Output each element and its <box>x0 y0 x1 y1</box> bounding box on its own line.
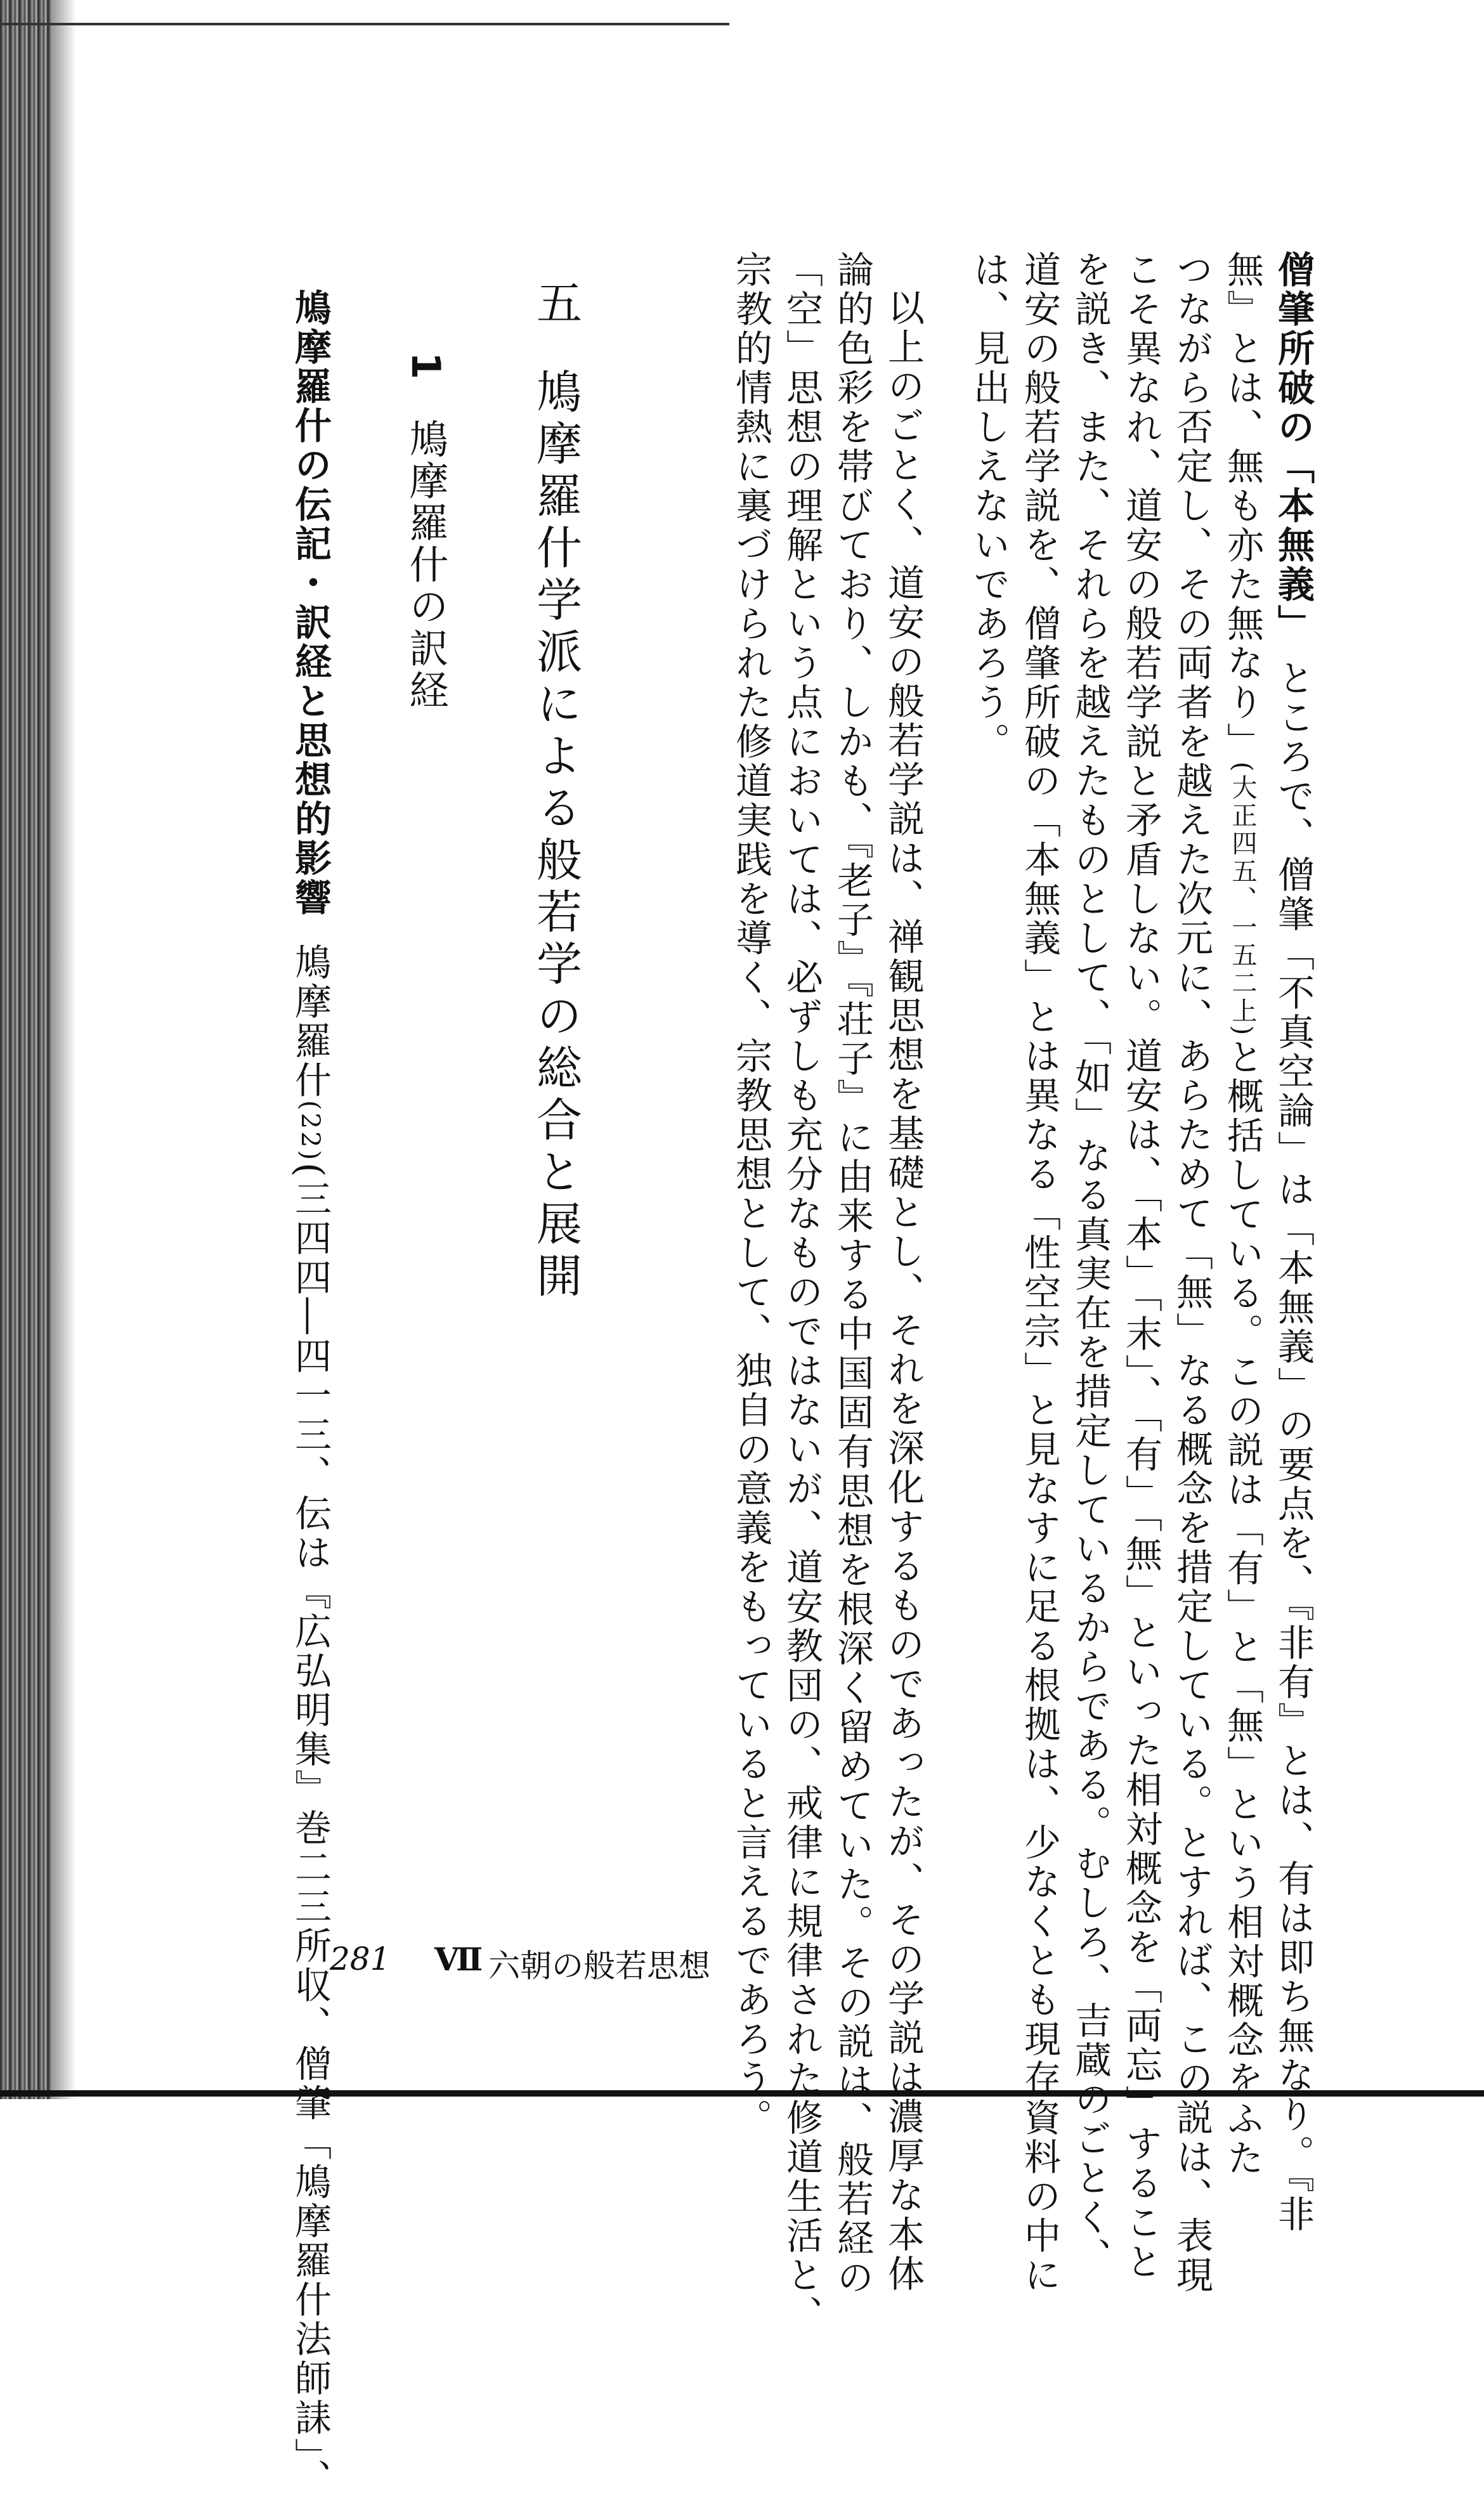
footnote-marker: (22) <box>296 1100 325 1163</box>
section-title: 鳩摩羅什の訳経 <box>403 419 449 712</box>
citation: (大正四五、一五二上) <box>1228 762 1257 1038</box>
binding-edge <box>0 0 51 2099</box>
body-line-10: 「空」思想の理解という点においては、必ずしも充分なものではないが、道安教団の、戒律に規律された修道生活と、 <box>780 250 823 2334</box>
chapter-number: 五 <box>529 279 582 331</box>
body-text: と概括している。この説は「有」と「無」という相対概念をふた <box>1221 1038 1264 2178</box>
subheading-honmugi: 僧肇所破の「本無義」 <box>1272 250 1315 644</box>
body-line-4: こそ異なれ、道安の般若学説と矛盾しない。道安は、「本」「末」、「有」「無」といった相対概念を「両忘」すること <box>1119 250 1162 2282</box>
binding-shadow <box>51 0 76 2099</box>
body-line-6: 道安の般若学説を、僧肇所破の「本無義」とは異なる「性空宗」と見なすに足る根拠は、少なくとも現存資料の中に <box>1018 250 1061 2295</box>
section-mark: Ⅶ <box>434 1941 483 1978</box>
section-number: 1 <box>403 352 449 382</box>
subsection-heading: 鳩摩羅什の伝記・訳経と思想的影響 <box>289 289 332 918</box>
page-top-edge <box>0 23 729 25</box>
body-line-1 <box>1272 250 1315 2234</box>
body-line-9: 論的色彩を帯びており、しかも、『老子』『荘子』に由来する中国固有思想を根深く留めていた。その説は、般若経の <box>831 250 874 2298</box>
body-text: 無』とは、無も亦た無なり」 <box>1221 250 1264 762</box>
body-text: ところで、僧肇「不真空論」は「本無義」の要点を、『非有』とは、有は即ち無なり。『非 <box>1272 659 1315 2234</box>
body-text: 鳩摩羅什 <box>289 943 332 1100</box>
body-line-2 <box>1221 250 1264 2178</box>
body-text: (三四四―四一三、伝は『広弘明集』巻二三所収、僧肇「鳩摩羅什法師誄」、 <box>289 1162 332 2498</box>
page-number: 281 <box>330 1941 391 1977</box>
body-line-3: つながら否定し、その両者を越えた次元に、あらためて「無」なる概念を措定している。とすれば、この説は、表現 <box>1170 250 1213 2295</box>
body-line-7: は、見出しえないであろう。 <box>967 250 1010 762</box>
chapter-title: 鳩摩羅什学派による般若学の総合と展開 <box>529 368 582 1304</box>
body-line-11: 宗教的情熱に裏づけられた修道実践を導く、宗教思想として、独自の意義をもっていると言えるであろう。 <box>729 250 772 2138</box>
body-line-8: 以上のごとく、道安の般若学説は、禅観思想を基礎とし、それを深化するものであったが、その学説は濃厚な本体 <box>882 289 925 2294</box>
body-line-5: を説き、また、それらを越えたものとして、「如」なる真実在を措定しているからである。むしろ、吉蔵のごとく、 <box>1069 250 1112 2277</box>
running-title: 六朝の般若思想 <box>488 1948 710 1984</box>
subsection-line <box>289 289 332 2498</box>
